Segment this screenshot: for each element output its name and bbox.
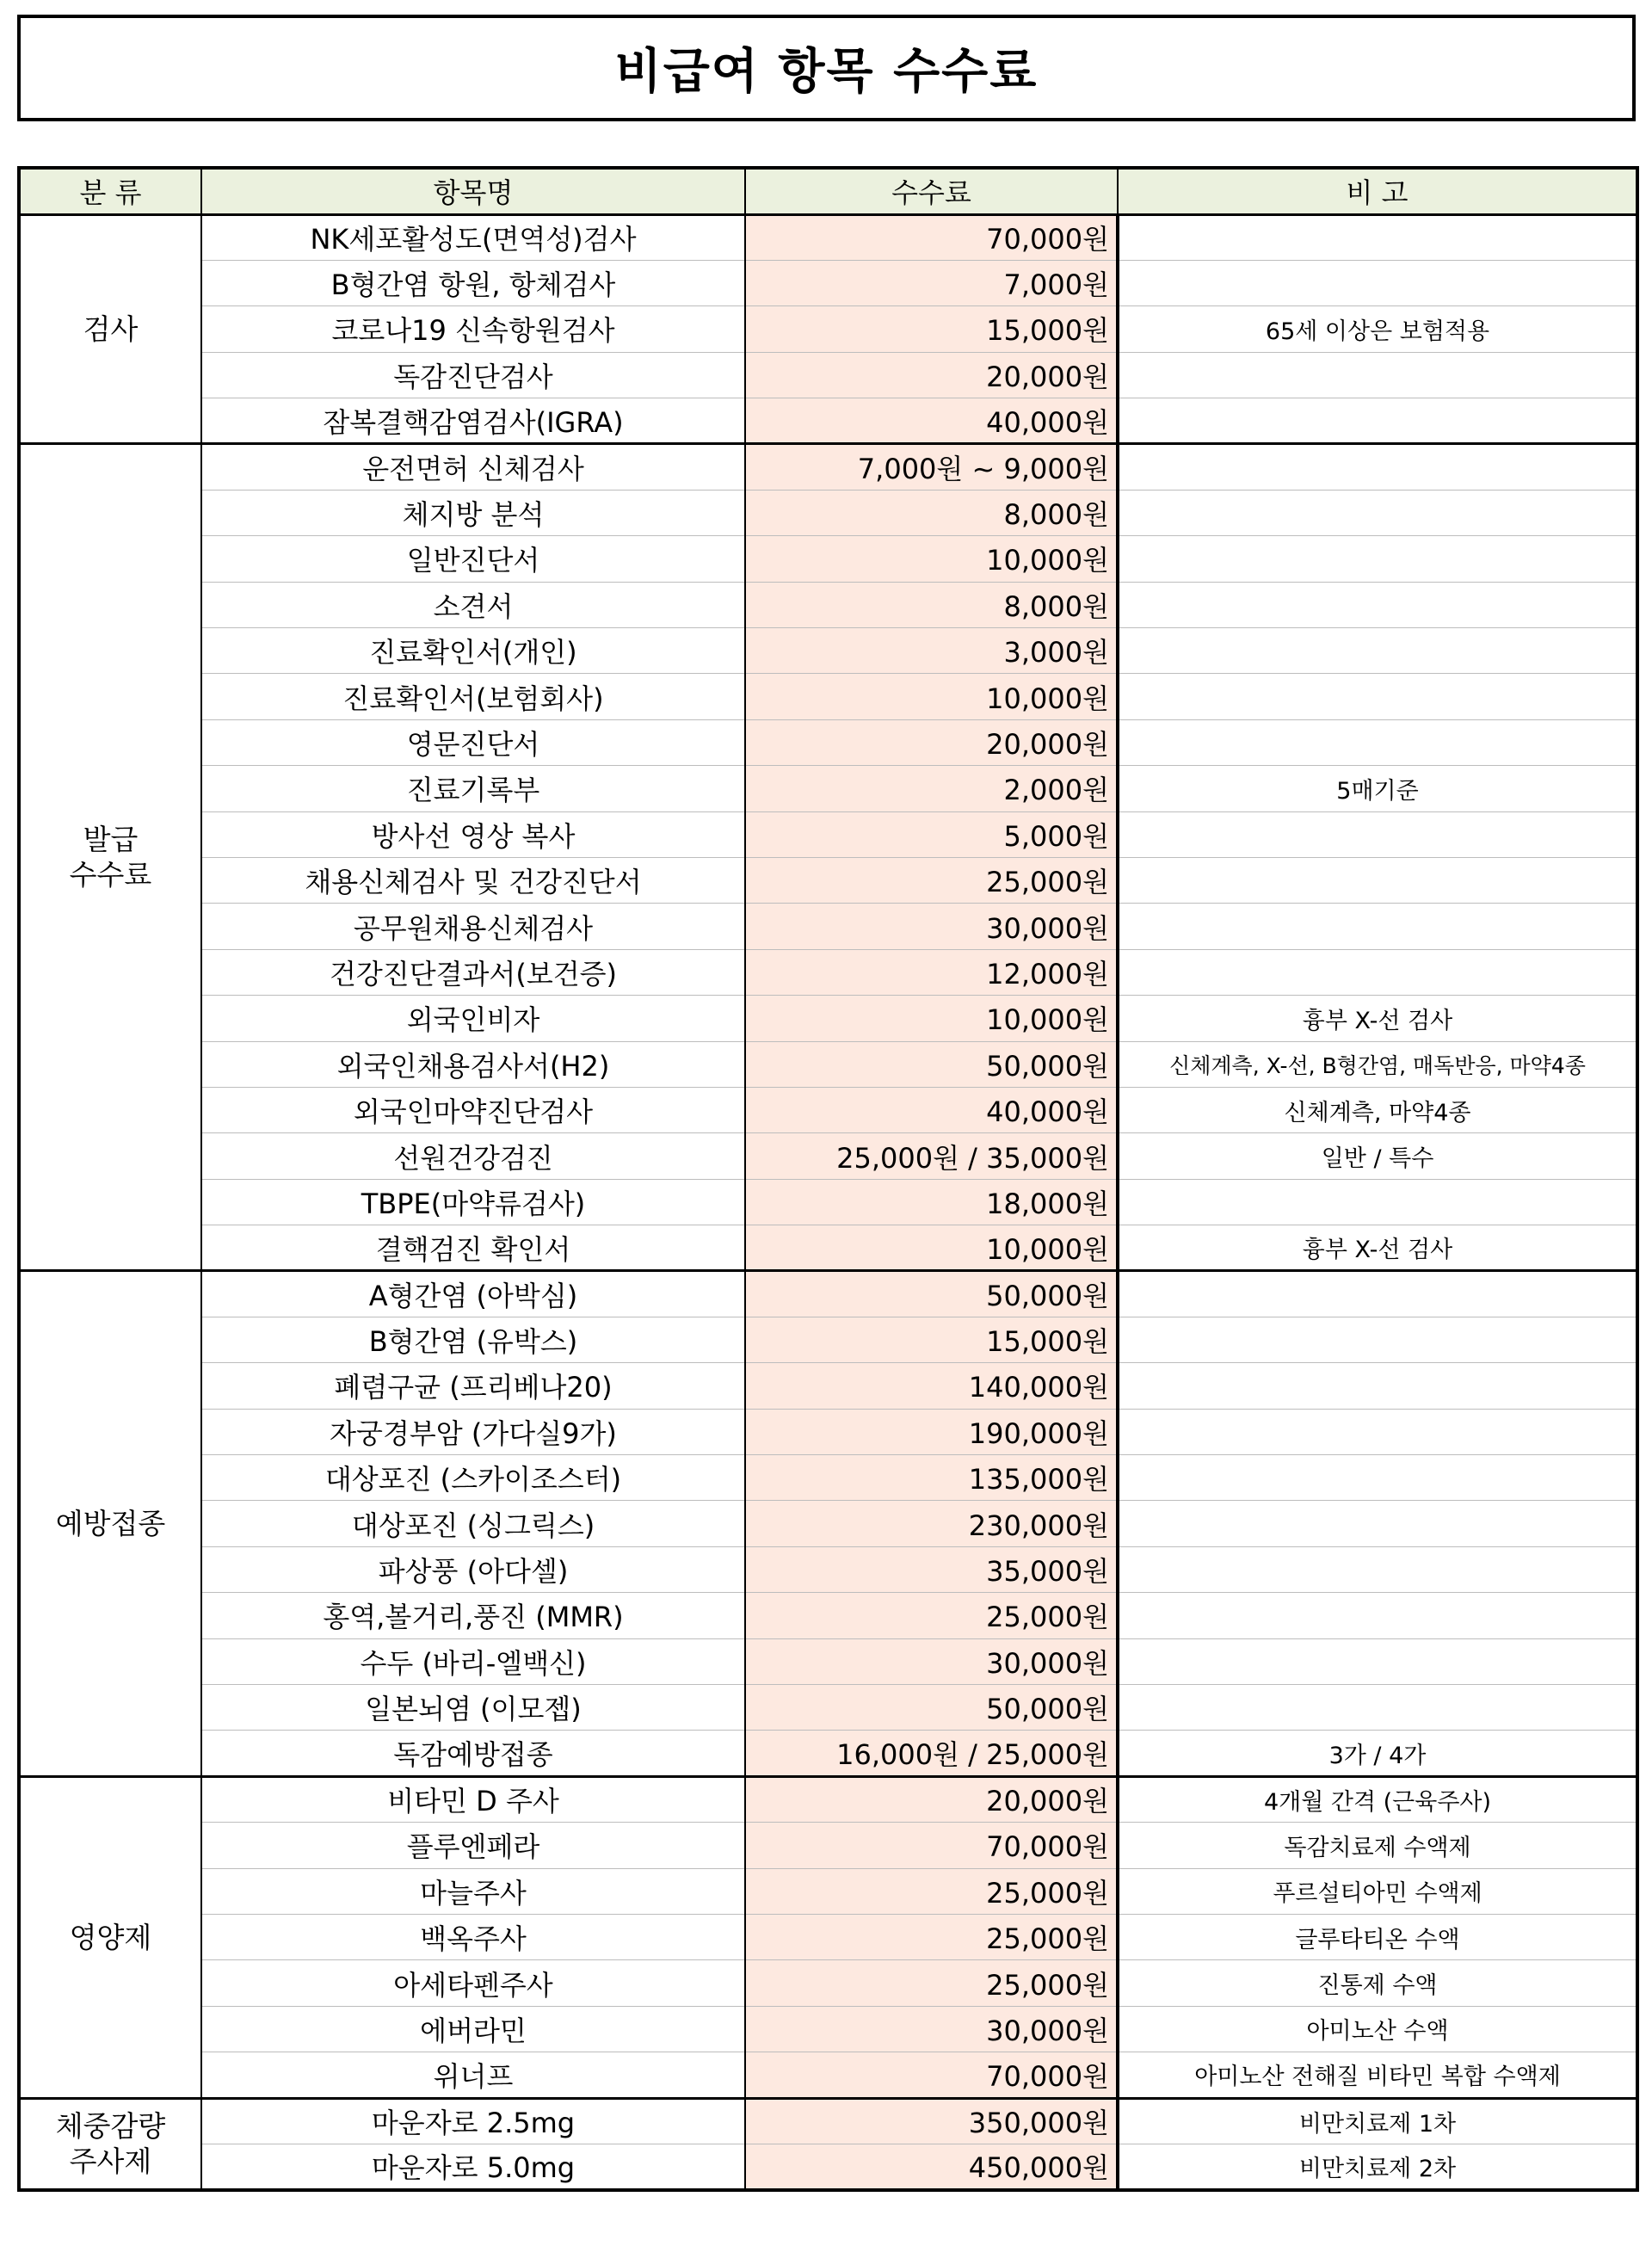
item-fee: 7,000원 ~ 9,000원: [745, 444, 1118, 490]
item-fee: 35,000원: [745, 1546, 1118, 1592]
item-fee: 20,000원: [745, 1776, 1118, 1822]
table-row: [19, 1776, 1637, 1822]
category-cell: 영양제: [19, 1776, 201, 2098]
item-name: 채용신체검사 및 건강진단서: [201, 857, 745, 903]
item-name: 폐렴구균 (프리베나20): [201, 1363, 745, 1409]
item-fee: 230,000원: [745, 1501, 1118, 1546]
table-row: [19, 1409, 1637, 1454]
item-fee: 18,000원: [745, 1179, 1118, 1225]
category-cell: 검사: [19, 214, 201, 444]
table-row: [19, 1914, 1637, 1959]
item-note: 아미노산 전해질 비타민 복합 수액제: [1118, 2052, 1637, 2098]
item-fee: 10,000원: [745, 996, 1118, 1041]
item-note: 흉부 X-선 검사: [1118, 996, 1637, 1041]
item-name: 에버라민: [201, 2006, 745, 2052]
item-fee: 12,000원: [745, 949, 1118, 995]
item-name: 소견서: [201, 582, 745, 627]
table-row: [19, 1685, 1637, 1731]
item-fee: 15,000원: [745, 1317, 1118, 1362]
item-fee: 450,000원: [745, 2144, 1118, 2189]
table-row: [19, 1179, 1637, 1225]
item-note: 신체계측, X-선, B형간염, 매독반응, 마약4종: [1118, 1041, 1637, 1087]
category-cell: 발급 수수료: [19, 444, 201, 1271]
item-fee: 16,000원 / 25,000원: [745, 1731, 1118, 1776]
item-fee: 7,000원: [745, 260, 1118, 305]
item-fee: 25,000원: [745, 1914, 1118, 1959]
item-note: 독감치료제 수액제: [1118, 1823, 1637, 1868]
item-note: 4개월 간격 (근육주사): [1118, 1776, 1637, 1822]
item-name: 파상풍 (아다셀): [201, 1546, 745, 1592]
item-fee: 50,000원: [745, 1271, 1118, 1317]
item-fee: 40,000원: [745, 1087, 1118, 1132]
item-name: 일본뇌염 (이모젭): [201, 1685, 745, 1731]
item-note: [1118, 536, 1637, 582]
item-name: 진료확인서(보험회사): [201, 674, 745, 719]
item-fee: 2,000원: [745, 766, 1118, 811]
item-note: [1118, 1501, 1637, 1546]
item-fee: 350,000원: [745, 2098, 1118, 2144]
item-note: 3가 / 4가: [1118, 1731, 1637, 1776]
item-name: 수두 (바리-엘백신): [201, 1638, 745, 1684]
item-name: 마운자로 5.0mg: [201, 2144, 745, 2189]
item-note: [1118, 1593, 1637, 1638]
item-note: [1118, 628, 1637, 674]
item-fee: 135,000원: [745, 1455, 1118, 1501]
item-note: [1118, 1363, 1637, 1409]
item-fee: 70,000원: [745, 2052, 1118, 2098]
item-note: [1118, 214, 1637, 260]
item-note: [1118, 1179, 1637, 1225]
item-fee: 25,000원: [745, 1868, 1118, 1914]
item-name: 일반진단서: [201, 536, 745, 582]
table-row: [19, 1317, 1637, 1362]
item-note: [1118, 811, 1637, 857]
item-name: 체지방 분석: [201, 490, 745, 535]
item-name: 외국인마약진단검사: [201, 1087, 745, 1132]
table-row: [19, 1133, 1637, 1179]
item-note: [1118, 260, 1637, 305]
item-name: 독감예방접종: [201, 1731, 745, 1776]
item-fee: 30,000원: [745, 2006, 1118, 2052]
item-note: 푸르설티아민 수액제: [1118, 1868, 1637, 1914]
table-row: [19, 1363, 1637, 1409]
page-title: 비급여 항목 수수료: [614, 44, 1039, 100]
fee-table: [17, 166, 1639, 2192]
item-note: [1118, 719, 1637, 765]
item-note: [1118, 1455, 1637, 1501]
table-row: [19, 2052, 1637, 2098]
table-row: [19, 2006, 1637, 2052]
item-name: 코로나19 신속항원검사: [201, 306, 745, 352]
item-note: 흉부 X-선 검사: [1118, 1225, 1637, 1271]
item-note: [1118, 490, 1637, 535]
table-row: [19, 719, 1637, 765]
item-note: [1118, 1638, 1637, 1684]
table-row: [19, 1041, 1637, 1087]
item-note: 아미노산 수액: [1118, 2006, 1637, 2052]
item-name: 결핵검진 확인서: [201, 1225, 745, 1271]
item-name: 공무원채용신체검사: [201, 904, 745, 949]
table-row: [19, 352, 1637, 398]
item-fee: 25,000원: [745, 1593, 1118, 1638]
item-name: 외국인채용검사서(H2): [201, 1041, 745, 1087]
item-note: [1118, 1685, 1637, 1731]
table-row: [19, 306, 1637, 352]
table-body: [19, 214, 1637, 2190]
item-note: [1118, 444, 1637, 490]
title-box: [17, 15, 1636, 121]
table-row: [19, 1593, 1637, 1638]
table-row: [19, 398, 1637, 444]
item-name: TBPE(마약류검사): [201, 1179, 745, 1225]
item-fee: 8,000원: [745, 582, 1118, 627]
item-fee: 25,000원: [745, 1960, 1118, 2006]
item-name: 대상포진 (싱그릭스): [201, 1501, 745, 1546]
item-fee: 190,000원: [745, 1409, 1118, 1454]
header-fee: 수수료: [745, 168, 1118, 214]
item-name: 마운자로 2.5mg: [201, 2098, 745, 2144]
header-category: 분 류: [19, 168, 201, 214]
item-fee: 20,000원: [745, 719, 1118, 765]
table-row: [19, 811, 1637, 857]
item-name: 영문진단서: [201, 719, 745, 765]
item-note: [1118, 582, 1637, 627]
item-name: 선원건강검진: [201, 1133, 745, 1179]
item-fee: 70,000원: [745, 1823, 1118, 1868]
item-note: 비만치료제 1차: [1118, 2098, 1637, 2144]
item-name: 방사선 영상 복사: [201, 811, 745, 857]
table-row: [19, 214, 1637, 260]
item-note: 진통제 수액: [1118, 1960, 1637, 2006]
table-row: [19, 536, 1637, 582]
item-note: 신체계측, 마약4종: [1118, 1087, 1637, 1132]
item-fee: 40,000원: [745, 398, 1118, 444]
table-row: [19, 628, 1637, 674]
item-fee: 8,000원: [745, 490, 1118, 535]
category-cell: 예방접종: [19, 1271, 201, 1776]
item-fee: 10,000원: [745, 1225, 1118, 1271]
table-row: [19, 582, 1637, 627]
item-fee: 30,000원: [745, 1638, 1118, 1684]
item-note: 5매기준: [1118, 766, 1637, 811]
table-row: [19, 444, 1637, 490]
table-row: [19, 1501, 1637, 1546]
table-row: [19, 490, 1637, 535]
table-row: [19, 2098, 1637, 2144]
item-fee: 140,000원: [745, 1363, 1118, 1409]
table-header-row: [19, 168, 1637, 214]
item-note: [1118, 1409, 1637, 1454]
item-fee: 20,000원: [745, 352, 1118, 398]
item-fee: 15,000원: [745, 306, 1118, 352]
item-fee: 10,000원: [745, 536, 1118, 582]
item-name: B형간염 (유박스): [201, 1317, 745, 1362]
item-fee: 50,000원: [745, 1041, 1118, 1087]
table-row: [19, 996, 1637, 1041]
item-note: 일반 / 특수: [1118, 1133, 1637, 1179]
table-row: [19, 1868, 1637, 1914]
item-fee: 70,000원: [745, 214, 1118, 260]
table-row: [19, 674, 1637, 719]
table-row: [19, 904, 1637, 949]
header-note: 비 고: [1118, 168, 1637, 214]
item-name: 건강진단결과서(보건증): [201, 949, 745, 995]
table-row: [19, 1731, 1637, 1776]
table-row: [19, 766, 1637, 811]
item-note: 글루타티온 수액: [1118, 1914, 1637, 1959]
item-note: [1118, 1317, 1637, 1362]
item-fee: 25,000원: [745, 857, 1118, 903]
item-fee: 5,000원: [745, 811, 1118, 857]
item-name: 대상포진 (스카이조스터): [201, 1455, 745, 1501]
item-fee: 30,000원: [745, 904, 1118, 949]
category-cell: 체중감량 주사제: [19, 2098, 201, 2190]
item-name: 진료기록부: [201, 766, 745, 811]
item-name: 비타민 D 주사: [201, 1776, 745, 1822]
item-fee: 25,000원 / 35,000원: [745, 1133, 1118, 1179]
table-row: [19, 1823, 1637, 1868]
item-name: 운전면허 신체검사: [201, 444, 745, 490]
header-name: 항목명: [201, 168, 745, 214]
table-row: [19, 857, 1637, 903]
item-note: [1118, 1271, 1637, 1317]
item-name: 플루엔페라: [201, 1823, 745, 1868]
item-name: 자궁경부암 (가다실9가): [201, 1409, 745, 1454]
item-fee: 10,000원: [745, 674, 1118, 719]
table-row: [19, 1225, 1637, 1271]
item-name: 독감진단검사: [201, 352, 745, 398]
item-name: 아세타펜주사: [201, 1960, 745, 2006]
item-name: 위너프: [201, 2052, 745, 2098]
item-fee: 50,000원: [745, 1685, 1118, 1731]
item-note: [1118, 352, 1637, 398]
table-row: [19, 1455, 1637, 1501]
item-name: B형간염 항원, 항체검사: [201, 260, 745, 305]
item-note: 비만치료제 2차: [1118, 2144, 1637, 2189]
item-name: 백옥주사: [201, 1914, 745, 1959]
item-name: A형간염 (아박심): [201, 1271, 745, 1317]
item-note: [1118, 674, 1637, 719]
item-fee: 3,000원: [745, 628, 1118, 674]
table-row: [19, 1087, 1637, 1132]
item-name: NK세포활성도(면역성)검사: [201, 214, 745, 260]
item-name: 잠복결핵감염검사(IGRA): [201, 398, 745, 444]
item-note: [1118, 1546, 1637, 1592]
table-row: [19, 260, 1637, 305]
item-name: 홍역,볼거리,풍진 (MMR): [201, 1593, 745, 1638]
item-name: 마늘주사: [201, 1868, 745, 1914]
item-name: 외국인비자: [201, 996, 745, 1041]
table-row: [19, 2144, 1637, 2189]
table-row: [19, 949, 1637, 995]
item-name: 진료확인서(개인): [201, 628, 745, 674]
table-row: [19, 1638, 1637, 1684]
table-row: [19, 1960, 1637, 2006]
table-row: [19, 1271, 1637, 1317]
table-row: [19, 1546, 1637, 1592]
item-note: [1118, 857, 1637, 903]
item-note: 65세 이상은 보험적용: [1118, 306, 1637, 352]
item-note: [1118, 398, 1637, 444]
item-note: [1118, 904, 1637, 949]
item-note: [1118, 949, 1637, 995]
